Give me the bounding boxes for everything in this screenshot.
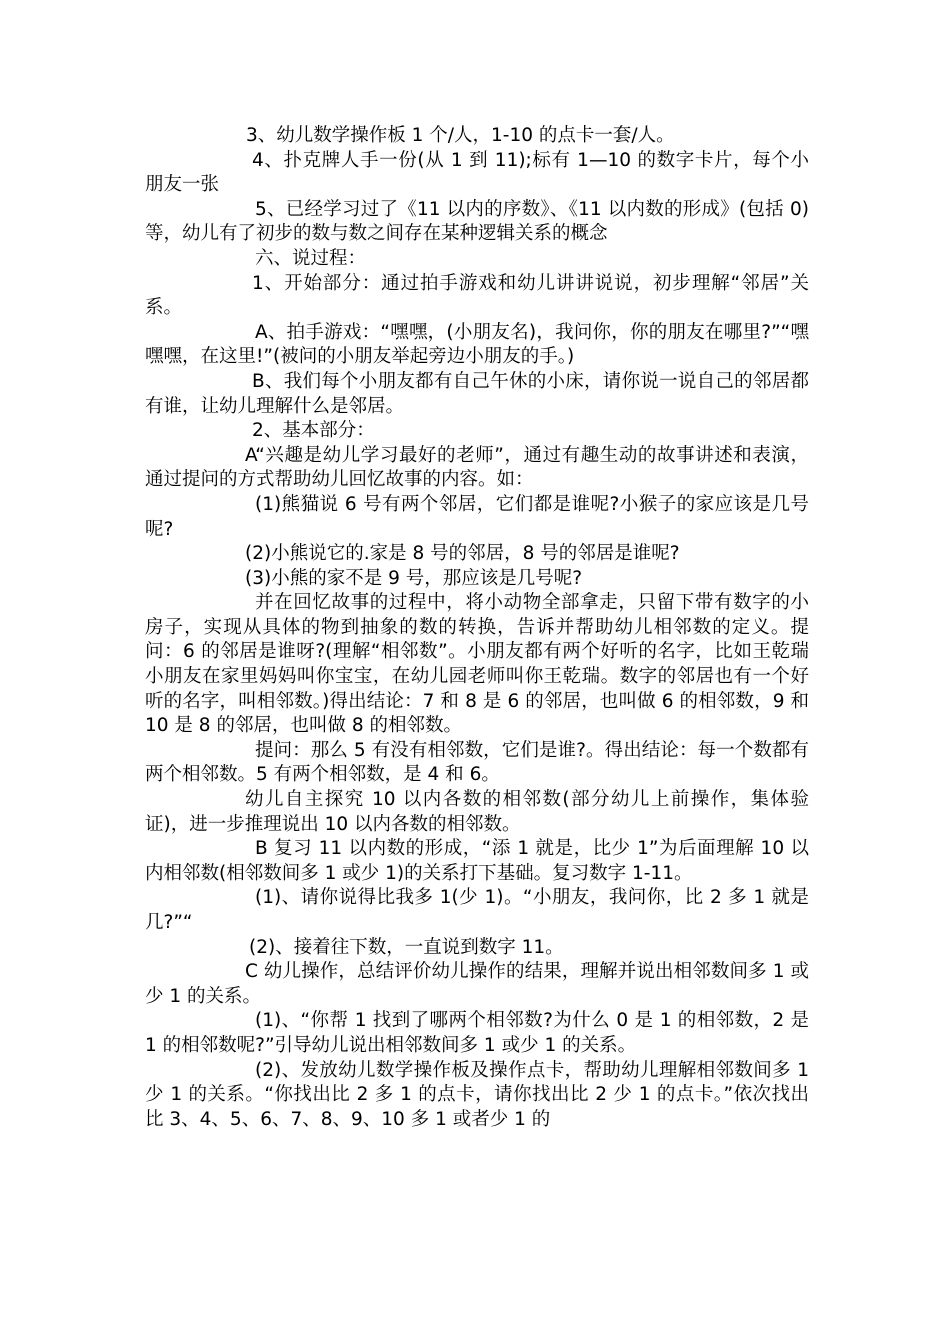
paragraph-question-1: (1)熊猫说 6 号有两个邻居，它们都是谁呢?小猴子的家应该是几号呢? <box>145 493 809 540</box>
paragraph-dot-cards: (2)、发放幼儿数学操作板及操作点卡，帮助幼儿理解相邻数间多 1 少 1 的关系。“你找出比 2 多 1 的点卡，请你找出比 2 少 1 的点卡。”依次找出比 3、4、5、6、7、8、9、10 多 1 或者少 1 的 <box>145 1059 809 1130</box>
paragraph-question-3: (3)小熊的家不是 9 号，那应该是几号呢? <box>245 567 583 589</box>
paragraph-count-to-eleven: (2)、接着往下数，一直说到数字 11。 <box>249 936 564 958</box>
paragraph-recall-story: 并在回忆故事的过程中，将小动物全部拿走，只留下带有数字的小房子，实现从具体的物到抽象的数的转换，告诉并帮助幼儿相邻数的定义。提问：6 的邻居是谁呀?(理解“相邻数”。小朋友都有两个好听的名字，比如王乾瑞小朋友在家里妈妈叫你宝宝，在幼儿园老师叫你王乾瑞。数字的邻居也有一个好听的名字，叫相邻数。)得出结论：7 和 8 是 6 的邻居，也叫做 6 的相邻数，9 和 10 是 8 的邻居，也叫做 8 的相邻数。 <box>145 592 809 737</box>
section-heading-process: 六、说过程： <box>255 247 367 269</box>
paragraph-basic-part: 2、基本部分： <box>252 420 375 442</box>
paragraph-story-interest: A“兴趣是幼儿学习最好的老师”，通过有趣生动的故事讲述和表演，通过提问的方式帮助幼儿回忆故事的内容。如： <box>145 444 809 491</box>
paragraph-more-less-one: (1)、请你说得比我多 1(少 1)。“小朋友，我问你，比 2 多 1 就是几?”“ <box>145 887 809 933</box>
paragraph-review-formation: B 复习 11 以内数的形成，“添 1 就是，比少 1”为后面理解 10 以内相邻数(相邻数间多 1 或少 1)的关系打下基础。复习数字 1-11。 <box>145 838 809 884</box>
paragraph-materials-3: 3、幼儿数学操作板 1 个/人，1-10 的点卡一套/人。 <box>246 125 675 146</box>
paragraph-materials-5: 5、已经学习过了《11 以内的序数》、《11 以内数的形成》(包括 0)等，幼儿有了初步的数与数之间存在某种逻辑关系的概念 <box>145 198 809 245</box>
paragraph-materials-4: 4、扑克牌人手一份(从 1 到 11);标有 1—10 的数字卡片，每个小朋友一张 <box>145 149 809 196</box>
paragraph-self-explore: 幼儿自主探究 10 以内各数的相邻数(部分幼儿上前操作，集体验证)，进一步推理说出 10 以内各数的相邻数。 <box>145 789 809 835</box>
document-body <box>145 124 809 1132</box>
paragraph-question-2: (2)小熊说它的.家是 8 号的邻居，8 号的邻居是谁呢? <box>245 543 680 565</box>
paragraph-child-operation: C 幼儿操作，总结评价幼儿操作的结果，理解并说出相邻数间多 1 或少 1 的关系。 <box>145 961 809 1007</box>
paragraph-neighbors-bed: B、我们每个小朋友都有自己午休的小床，请你说一说自己的邻居都有谁，让幼儿理解什么是邻居。 <box>145 370 809 417</box>
paragraph-ask-five: 提问：那么 5 有没有相邻数，它们是谁?。得出结论：每一个数都有两个相邻数。5 有两个相邻数，是 4 和 6。 <box>145 739 809 786</box>
paragraph-clap-game: A、拍手游戏：“嘿嘿，(小朋友名)，我问你，你的朋友在哪里?”“嘿嘿嘿，在这里!”(被问的小朋友举起旁边小朋友的手。) <box>145 321 809 368</box>
paragraph-opening-part: 1、开始部分：通过拍手游戏和幼儿讲讲说说，初步理解“邻居”关系。 <box>145 272 809 319</box>
paragraph-find-neighbors: (1)、“你帮 1 找到了哪两个相邻数?为什么 0 是 1 的相邻数，2 是 1 的相邻数呢?”引导幼儿说出相邻数间多 1 或少 1 的关系。 <box>145 1010 809 1056</box>
